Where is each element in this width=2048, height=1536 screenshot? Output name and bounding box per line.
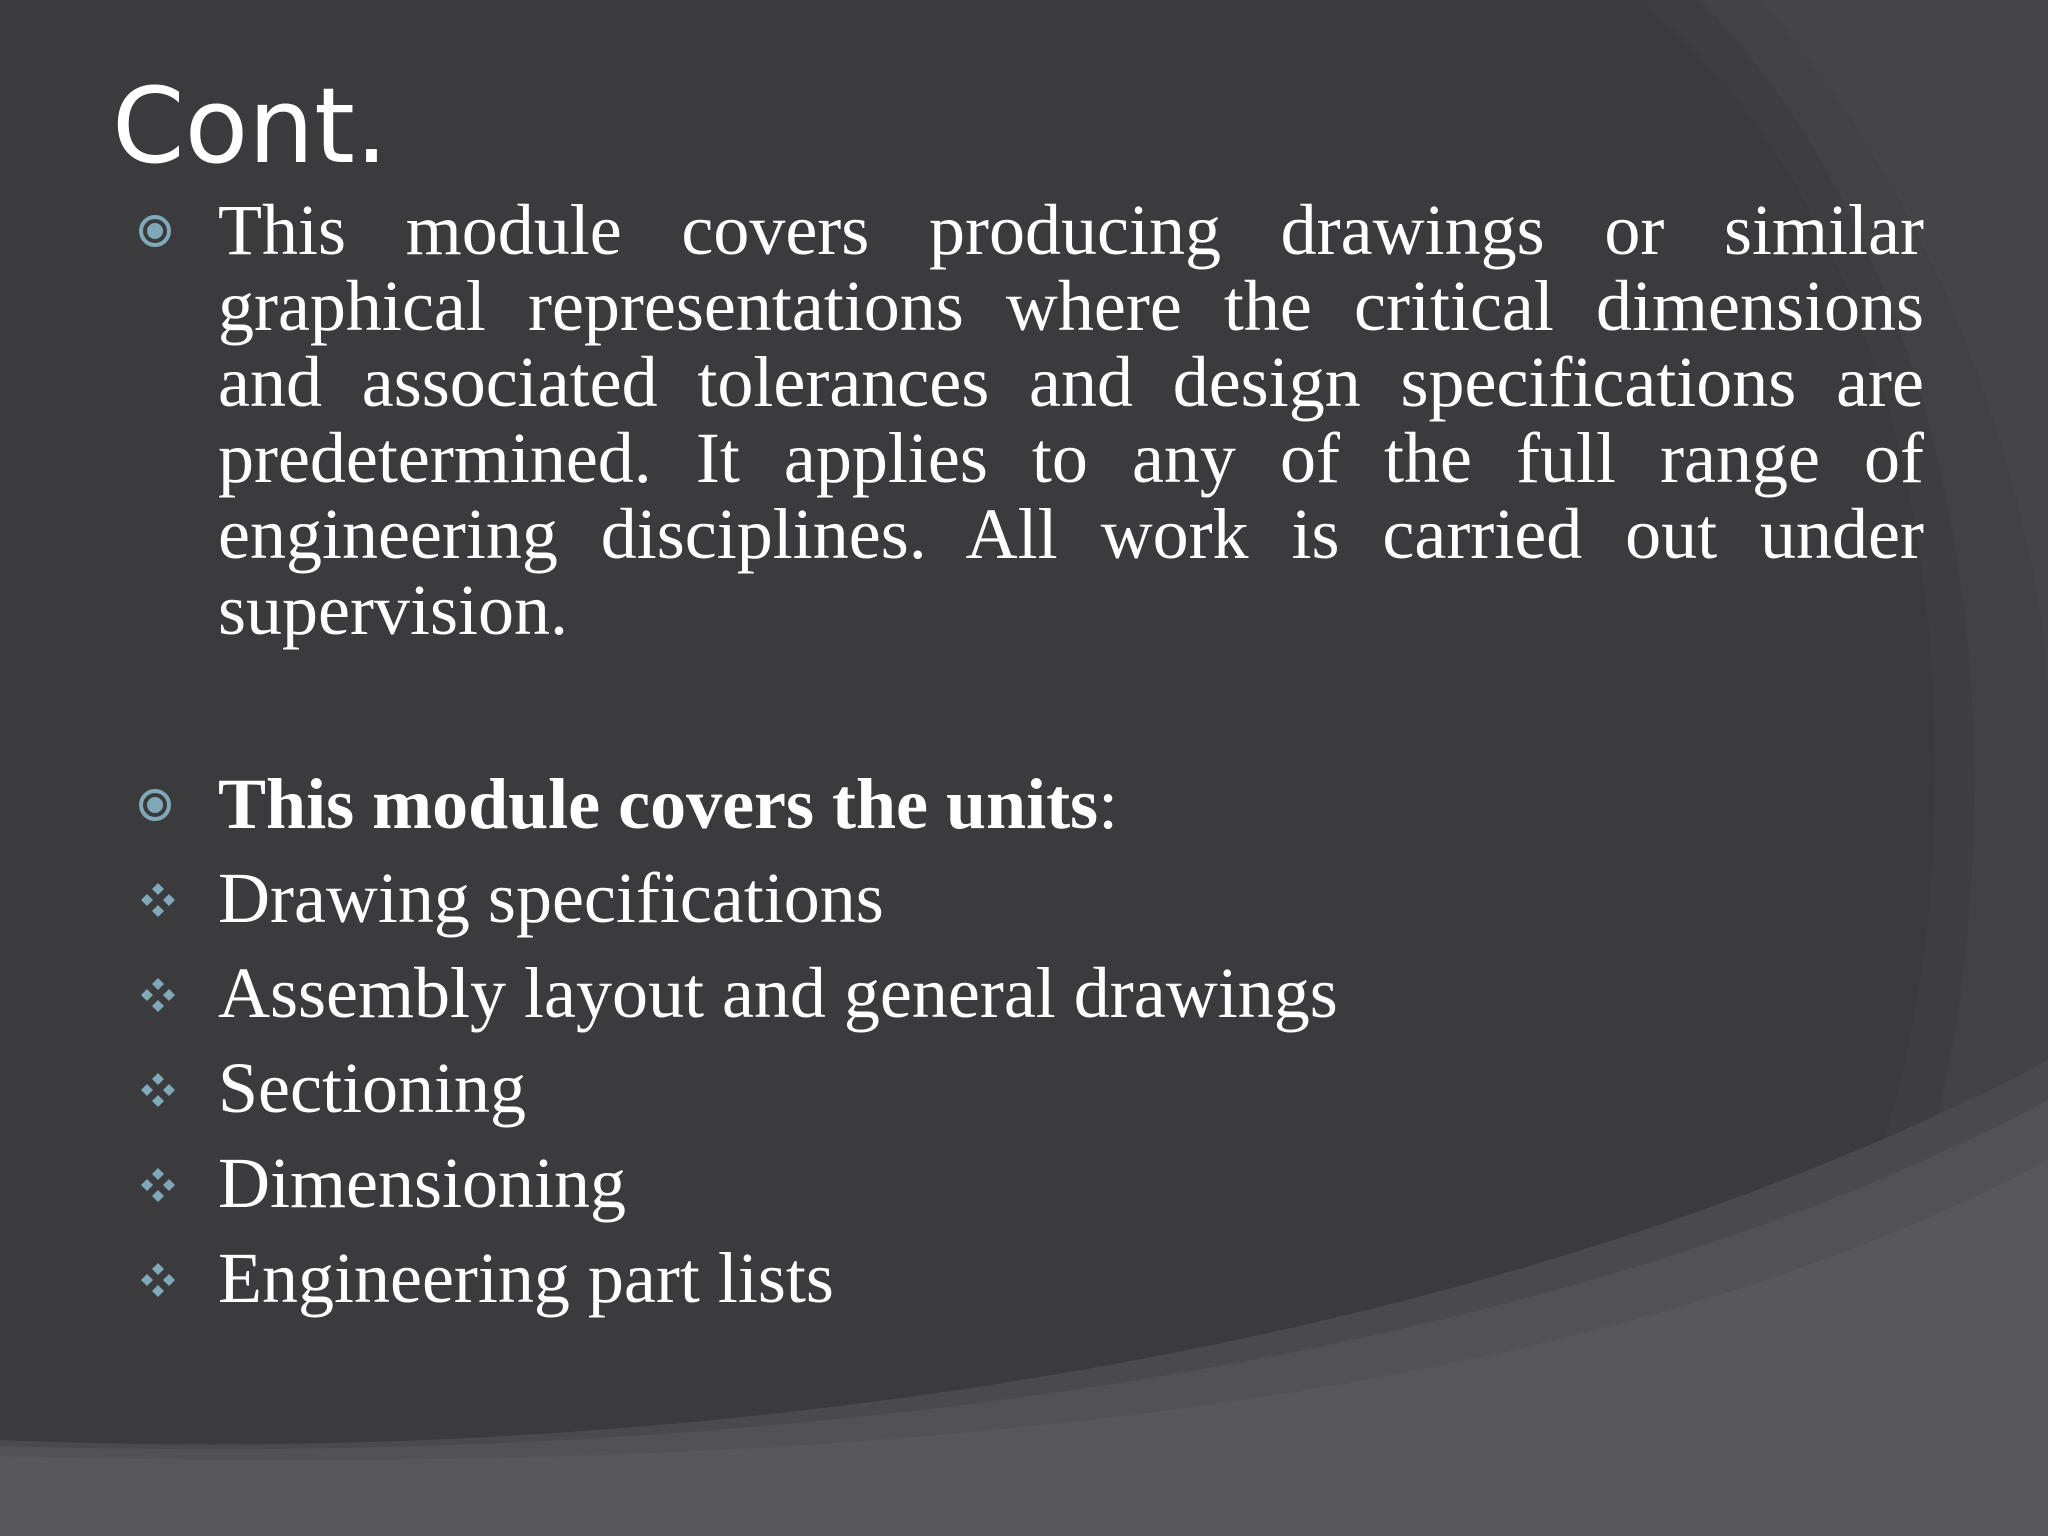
unit-item [132, 1240, 834, 1316]
unit-label: Dimensioning [218, 1143, 626, 1223]
four-diamond-icon [138, 1260, 178, 1300]
units-heading-text: This module covers the units [218, 764, 1099, 844]
unit-label: Sectioning [218, 1048, 526, 1128]
unit-label: Drawing specifications [218, 858, 884, 938]
circle-target-icon [138, 214, 172, 248]
unit-item [132, 1145, 626, 1221]
circle-target-icon [138, 788, 172, 822]
four-diamond-icon [138, 1165, 178, 1205]
four-diamond-icon [138, 1070, 178, 1110]
paragraph-bullet-item [132, 192, 1924, 648]
module-description: This module covers producing drawings or similar graphical representations where the critical dimensions and associated tolerances and design specifications are predetermined. It applies to any of the full range of engineering disciplines. All work is carried out under supervision. [218, 190, 1924, 650]
units-heading-item [132, 766, 1118, 842]
four-diamond-icon [138, 975, 178, 1015]
unit-label: Assembly layout and general drawings [218, 953, 1338, 1033]
units-heading [218, 766, 1118, 842]
unit-item [132, 1050, 526, 1126]
slide-title: Cont. [112, 65, 388, 187]
unit-item [132, 860, 884, 936]
unit-label: Engineering part lists [218, 1238, 834, 1318]
unit-item [132, 955, 1338, 1031]
units-heading-suffix: : [1098, 764, 1119, 844]
four-diamond-icon [138, 880, 178, 920]
